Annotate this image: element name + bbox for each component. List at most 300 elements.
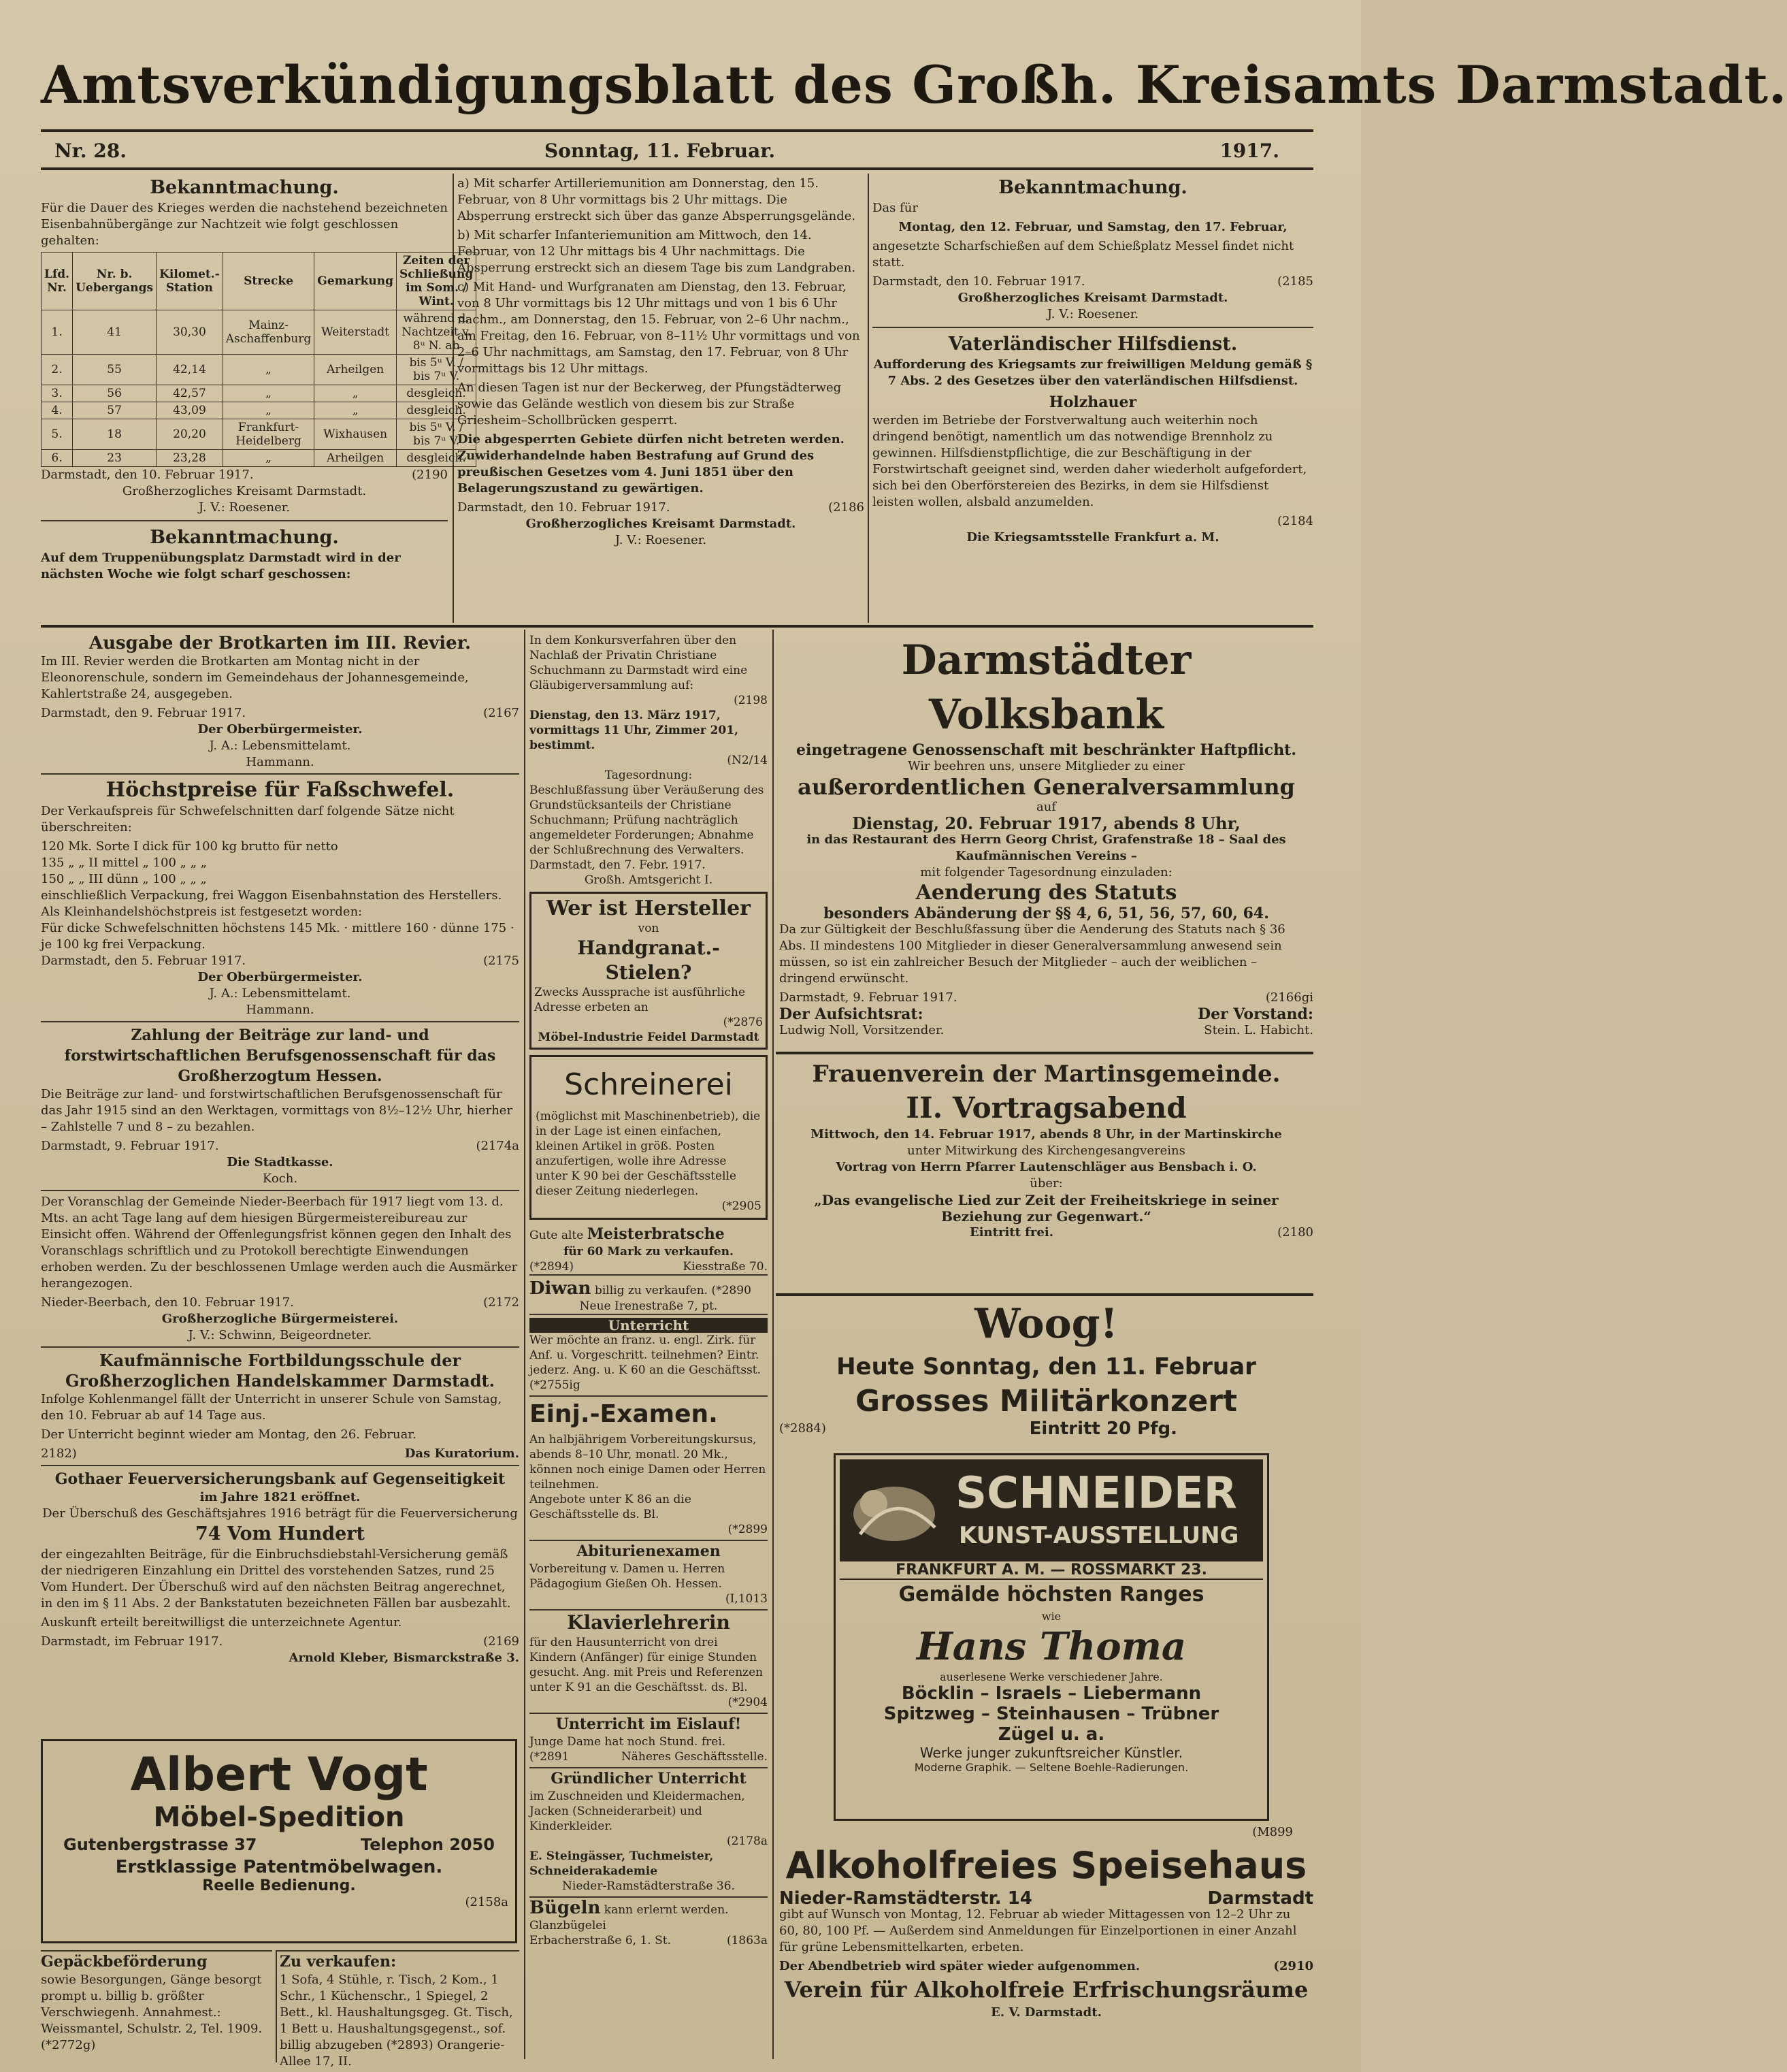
ad-unterricht xyxy=(529,1318,768,1393)
bratsche-text: für 60 Mark zu verkaufen. xyxy=(563,1245,734,1259)
schwefel-signer: J. A.: Lebensmittelamt. xyxy=(209,986,351,1001)
fortbildung-footer xyxy=(41,1446,519,1462)
schneider-banner xyxy=(840,1459,1263,1561)
volksbank-text2: mit folgender Tagesordnung einzuladen: xyxy=(920,865,1173,879)
volksbank-ref: (2166gi xyxy=(1265,990,1313,1005)
vogt-line2: Erstklassige Patentmöbelwagen. xyxy=(115,1857,443,1877)
issue-line xyxy=(54,140,1279,167)
gotha-title: Gothaer Feuerversicherungsbank auf Gegenseitigkeit xyxy=(54,1470,506,1488)
table-cell: 55 xyxy=(73,355,157,385)
issue-year: 1917. xyxy=(1219,140,1279,162)
table-header: Kilomet.-Station xyxy=(157,253,223,310)
volksbank-date2: Darmstadt, 9. Februar 1917. xyxy=(779,990,957,1005)
einj-text: An halbjährigem Vorbereitungskursus, abends 8–10 Uhr, monatl. 20 Mk., können noch einige Damen oder Herren teilnehmen. xyxy=(529,1433,766,1491)
hersteller-q: Wer ist Hersteller xyxy=(546,896,751,920)
schneider-title: SCHNEIDER xyxy=(955,1468,1237,1519)
frauenverein-entry: Eintritt frei. xyxy=(970,1225,1053,1240)
notice-signed: Großherzogliches Kreisamt Darmstadt. xyxy=(122,484,367,498)
schwefel-footer xyxy=(41,953,519,969)
voranschlag-date: Nieder-Beerbach, den 10. Februar 1917. xyxy=(41,1295,294,1310)
notice-signer: J. V.: Roesener. xyxy=(614,533,707,547)
table-cell: 57 xyxy=(73,402,157,419)
eislauf-footer xyxy=(529,1749,768,1764)
vogt-line1: Möbel-Spedition xyxy=(153,1802,405,1833)
table-header: Gemarkung xyxy=(314,253,397,310)
brot-title: Ausgabe der Brotkarten im III. Revier. xyxy=(88,633,472,653)
table-cell: bis 5ᵘ V. / bis 7ᵘ V. xyxy=(396,419,476,450)
table-cell: „ xyxy=(314,385,397,402)
konkurs-order-text: Beschlußfassung über Veräußerung des Grundstücksanteils der Christiane Schuchmann; Prüfung nachträglich angemeldeter Forderungen; Abnahme der Schlußrechnung des Verwalters. xyxy=(529,783,764,857)
vogt-ad xyxy=(41,1739,517,1943)
frauenverein-footer xyxy=(779,1225,1313,1241)
volksbank-place: in das Restaurant des Herrn Georg Christ, Grafenstraße 18 – Saal des Kaufmännischen Vereins – xyxy=(806,832,1286,863)
schneider-names2: Spitzweg – Steinhausen – Trübner xyxy=(883,1704,1219,1724)
alkohol-address: Nieder-Ramstädterstr. 14 xyxy=(779,1888,1032,1909)
abitur-text: Vorbereitung v. Damen u. Herren Pädagogium Gießen Oh. Hessen. xyxy=(529,1562,725,1591)
table-cell: desgleich. xyxy=(396,450,476,467)
fortbildung-text: Infolge Kohlenmangel fällt der Unterricht in unserer Schule von Samstag, den 10. Februar ab auf 14 Tage aus. xyxy=(41,1392,502,1423)
table-cell: 20,20 xyxy=(157,419,223,450)
brot-name: Hammann. xyxy=(246,755,314,769)
schneider-names3: Zügel u. a. xyxy=(998,1724,1105,1745)
buegeln-footer xyxy=(529,1933,768,1948)
gotha-text: der eingezahlten Beiträge, für die Einbruchsdiebstahl-Versicherung gemäß der niedrigeren Einzahlung ein Drittel des vorstehenden Satzes, rund 25 Vom Hundert. Der Überschuß wird auf den nächsten Beitrag angerechnet, in den im § 11 Abs. 2 der Bankstatuten bezeichneten Fällen bar ausbezahlt. xyxy=(41,1547,511,1610)
vogt-telephone: Telephon 2050 xyxy=(361,1835,495,1854)
vogt-line3: Reelle Bedienung. xyxy=(202,1877,356,1894)
schneider-city: FRANKFURT A. M. — ROSSMARKT 23. xyxy=(840,1561,1263,1580)
shooting-b: b) Mit scharfer Infanteriemunition am Mittwoch, den 14. Februar, von 12 Uhr mittags bis 4 Uhr nachmittags. Die Absperrung erstreckt sich an diesem Tage bis zum Landgraben. xyxy=(457,228,856,275)
notice-intro: Für die Dauer des Krieges werden die nachstehend bezeichneten Eisenbahnübergänge zur Nachtzeit wie folgt geschlossen gehalten: xyxy=(41,201,448,248)
table-cell: „ xyxy=(314,402,397,419)
frauenverein-text: unter Mitwirkung des Kirchengesangvereins xyxy=(907,1144,1185,1158)
schwefel-line: 120 Mk. Sorte I dick für 100 kg brutto für netto xyxy=(41,839,338,854)
schneider-ref: (M899 xyxy=(1252,1825,1293,1839)
table-cell: desgleich. xyxy=(396,402,476,419)
schneider-signature: Hans Thoma xyxy=(916,1624,1187,1669)
gotha-ref: (2169 xyxy=(483,1634,519,1649)
beitraege-text: Die Beiträge zur land- und forstwirtschaftlichen Berufsgenossenschaft für das Jahr 1915 sind an den Werktagen, vormittags von 8½–12½ Uhr, hierher – Zahlstelle 7 und 8 – zu bezahlen. xyxy=(41,1087,513,1134)
table-cell: 41 xyxy=(73,310,157,355)
shooting-e: Die abgesperrten Gebiete dürfen nicht betreten werden. Zuwiderhandelnde haben Bestrafung auf Grund des preußischen Gesetzes vom 4. Juni 1851 über den Belagerungszustand zu gewärtigen. xyxy=(457,432,845,496)
eislauf-title: Unterricht im Eislauf! xyxy=(555,1715,742,1733)
abitur-ref: (I,1013 xyxy=(725,1592,768,1606)
frauenverein-date: Mittwoch, den 14. Februar 1917, abends 8 Uhr, in der Martinskirche xyxy=(810,1127,1282,1142)
voranschlag-ref: (2172 xyxy=(483,1295,519,1310)
table-header: Strecke xyxy=(223,253,314,310)
table-cell: 42,14 xyxy=(157,355,223,385)
schwefel-text: Der Verkaufspreis für Schwefelschnitten darf folgende Sätze nicht überschreiten: xyxy=(41,804,455,835)
klavier-text: für den Hausunterricht von drei Kindern (Anfänger) für einige Stunden gesucht. Ang. mit Preis und Referenzen unter K 91 an die Geschäftsst. ds. Bl. xyxy=(529,1636,764,1694)
table-cell: Wixhausen xyxy=(314,419,397,450)
table-cell: 18 xyxy=(73,419,157,450)
table-cell: 2. xyxy=(42,355,73,385)
woog-date: Heute Sonntag, den 11. Februar xyxy=(836,1353,1256,1380)
schwefel-line: 135 „ „ II mittel „ 100 „ „ „ xyxy=(41,856,208,870)
gepaeck-title: Gepäckbeförderung xyxy=(41,1953,208,1971)
volksbank-sub: eingetragene Genossenschaft mit beschränkter Haftpflicht. xyxy=(796,741,1297,759)
voranschlag-signer: J. V.: Schwinn, Beigeordneter. xyxy=(188,1328,372,1342)
ad-zuschneiden xyxy=(529,1767,768,1894)
divider xyxy=(41,520,448,521)
divider xyxy=(41,1190,519,1191)
table-cell: 23,28 xyxy=(157,450,223,467)
volksbank-footer xyxy=(779,990,1313,1006)
volksbank-text3: Da zur Gültigkeit der Beschlußfassung über die Aenderung des Statuts nach § 36 Abs. II mindestens 100 Mitglieder in dieser Generalversammlung anwesend sein müssen, so ist ein zahlreicher Besuch der Mitglieder – auch der weiblichen – dringend erwünscht. xyxy=(779,922,1285,986)
schwefel-line4: Für dicke Schwefelschnitten höchstens 145 Mk. · mittlere 160 · dünne 175 · je 100 kg frei Verpackung. xyxy=(41,921,514,952)
vogt-address: Gutenbergstrasse 37 xyxy=(63,1835,257,1854)
notice-date: Darmstadt, den 10. Februar 1917. xyxy=(872,274,1085,289)
frauenverein-ad xyxy=(779,1058,1313,1290)
fortbildung-text2: Der Unterricht beginnt wieder am Montag, den 26. Februar. xyxy=(41,1427,416,1442)
crossings-table xyxy=(41,252,476,467)
gotha-big: 74 Vom Hundert xyxy=(195,1523,365,1544)
notice-title: Bekanntmachung. xyxy=(150,527,339,548)
hersteller-text: Zwecks Aussprache ist ausführliche Adresse erbeten an xyxy=(534,986,746,1014)
voranschlag-footer xyxy=(41,1295,519,1311)
konkurs-order: Tagesordnung: xyxy=(604,768,693,782)
fortbildung-ref: 2182) xyxy=(41,1446,77,1461)
notice-footer xyxy=(457,500,864,516)
table-cell: Frankfurt-Heidelberg xyxy=(223,419,314,450)
notice-text: Das für xyxy=(872,201,918,215)
woog-big: Grosses Militärkonzert xyxy=(855,1384,1238,1419)
hersteller-firm: Möbel-Industrie Feidel Darmstadt xyxy=(538,1031,759,1044)
middle-ads-column xyxy=(529,633,768,2062)
schneider-line2: Moderne Graphik. — Seltene Boehle-Radierungen. xyxy=(914,1761,1189,1774)
shooting-c: c) Mit Hand- und Wurfgranaten am Dienstag, den 13. Februar, von 8 Uhr vormittags bis 12 Uhr mittags und von 1 bis 6 Uhr nachm., am Donnerstag, den 15. Februar, von 2–6 Uhr nachm., am Freitag, den 16. Februar, von 8–11½ Uhr vormittags und von 2–6 Uhr nachmittags, am Samstag, den 17. Februar, von 8 Uhr vormittags bis 12 Uhr mittags. xyxy=(457,280,860,376)
unterricht-title: Unterricht xyxy=(529,1318,768,1333)
eislauf-ref: (*2891 xyxy=(529,1750,570,1764)
hersteller-ref: (*2876 xyxy=(723,1016,763,1029)
fortbildung-title: Kaufmännische Fortbildungsschule der Großherzoglichen Handelskammer Darmstadt. xyxy=(65,1350,495,1391)
schneider-wie: wie xyxy=(1041,1610,1062,1623)
notice-date: Darmstadt, den 10. Februar 1917. xyxy=(41,468,254,482)
ad-hersteller xyxy=(529,892,768,1050)
ad-schreinerei xyxy=(529,1055,768,1220)
konkurs-signed: Großh. Amtsgericht I. xyxy=(584,873,713,887)
notice-date: Darmstadt, den 10. Februar 1917. xyxy=(457,500,670,515)
volksbank-signers xyxy=(779,1006,1313,1022)
schwefel-signed: Der Oberbürgermeister. xyxy=(197,970,363,984)
frauenverein-title: Frauenverein der Martinsgemeinde. xyxy=(812,1061,1281,1088)
bratsche-address: Kiesstraße 70. xyxy=(683,1260,768,1274)
ad-buegeln xyxy=(529,1896,768,1948)
einj-title: Einj.-Examen. xyxy=(529,1400,718,1428)
notice-ref: (2186 xyxy=(828,500,864,515)
notice-footer xyxy=(41,467,448,483)
buegeln-title: Bügeln xyxy=(529,1898,601,1918)
notice-signer: J. V.: Roesener. xyxy=(198,500,291,515)
unterricht-text: Wer möchte an franz. u. engl. Zirk. für Anf. u. Vorgeschritt. teilnehmen? Eintr. jederz. Ang. u. K 60 an die Geschäftsst. (*2755ig xyxy=(529,1333,761,1392)
table-header: Nr. b. Uebergangs xyxy=(73,253,157,310)
volksbank-h: Aenderung des Statuts xyxy=(915,881,1177,905)
gotha-footer xyxy=(41,1634,519,1650)
einj-ref: (*2899 xyxy=(727,1523,768,1536)
schneider-sub: KUNST-AUSSTELLUNG xyxy=(959,1522,1239,1549)
table-cell: 5. xyxy=(42,419,73,450)
verkaufen-title: Zu verkaufen: xyxy=(280,1953,397,1971)
notice-text: Auf dem Truppenübungsplatz Darmstadt wird in der nächsten Woche wie folgt scharf geschossen: xyxy=(41,551,401,581)
table-cell: „ xyxy=(223,385,314,402)
beitraege-footer xyxy=(41,1138,519,1154)
konkurs-date: Dienstag, den 13. März 1917, vormittags 11 Uhr, Zimmer 201, bestimmt. xyxy=(529,709,738,752)
bratsche-pre: Gute alte xyxy=(529,1229,584,1242)
divider xyxy=(41,1021,519,1022)
schneider-h: Gemälde höchsten Ranges xyxy=(898,1583,1204,1606)
left-lower-column xyxy=(41,633,519,1736)
alkohol-ref: (2910 xyxy=(1273,1959,1313,1973)
schwefel-line2: einschließlich Verpackung, frei Waggon Eisenbahnstation des Herstellers. xyxy=(41,888,502,903)
schneider-sig-sub: auserlesene Werke verschiedener Jahre. xyxy=(940,1670,1163,1683)
frauenverein-topic: „Das evangelische Lied zur Zeit der Freiheitskriege in seiner Beziehung zur Gegenwart.“ xyxy=(814,1192,1279,1225)
schwefel-date: Darmstadt, den 5. Februar 1917. xyxy=(41,954,246,968)
eislauf-text: Junge Dame hat noch Stund. frei. xyxy=(529,1735,726,1749)
masthead-rule xyxy=(41,129,1313,132)
schwefel-title: Höchstpreise für Faßschwefel. xyxy=(105,778,455,802)
ad-verkaufen xyxy=(276,1950,519,2069)
alkohol-city: Darmstadt xyxy=(1207,1888,1313,1909)
alkohol-text2: Der Abendbetrieb wird später wieder aufgenommen. xyxy=(779,1959,1141,1973)
bratsche-ref: (*2894) xyxy=(529,1260,574,1274)
volksbank-big: außerordentlichen Generalversammlung xyxy=(798,774,1295,800)
beitraege-date: Darmstadt, 9. Februar 1917. xyxy=(41,1139,219,1153)
voranschlag-signed: Großherzogliche Bürgermeisterei. xyxy=(161,1312,399,1326)
volksbank-auf: auf xyxy=(1036,800,1056,814)
lion-emblem-icon xyxy=(847,1473,942,1548)
table-cell: Arheilgen xyxy=(314,450,397,467)
konkurs-ref1: (2198 xyxy=(734,694,768,707)
section-rule xyxy=(41,625,1313,628)
fortbildung-signed: Das Kuratorium. xyxy=(404,1446,519,1461)
notice-signed: Großherzogliches Kreisamt Darmstadt. xyxy=(525,517,796,531)
beitraege-title: Zahlung der Beiträge zur land- und forstwirtschaftlichen Berufsgenossenschaft für das Großherzogtum Hessen. xyxy=(64,1026,496,1085)
klavier-ref: (*2904 xyxy=(727,1696,768,1709)
diwan-address: Neue Irenestraße 7, pt. xyxy=(579,1299,718,1313)
section-rule xyxy=(776,1293,1313,1296)
table-cell: 42,57 xyxy=(157,385,223,402)
bratsche-title: Meisterbratsche xyxy=(587,1225,725,1243)
table-header: Lfd. Nr. xyxy=(42,253,73,310)
table-cell: 30,30 xyxy=(157,310,223,355)
frauenverein-ref: (2180 xyxy=(1277,1225,1313,1240)
woog-title: Woog! xyxy=(974,1300,1118,1348)
table-cell: 3. xyxy=(42,385,73,402)
table-cell: bis 5ᵘ V. / bis 7ᵘ V. xyxy=(396,355,476,385)
vhd-text: werden im Betriebe der Forstverwaltung auch weiterhin noch dringend benötigt, namentlich um das notwendige Brennholz zu gewinnen. Hilfsdienstpflichtige, die zur Beschäftigung in der Forstwirtschaft geeignet sind, werden daher wiederholt aufgefordert, sich bei den Oberförstereien des Bezirks, in dem sie Hilfsdienst leisten wollen, alsbald anzumelden. xyxy=(872,413,1307,509)
alkohol-footer: Verein für Alkoholfreie Erfrischungsräume xyxy=(784,1977,1309,2003)
vhd-kicker: Holzhauer xyxy=(1049,393,1137,411)
volksbank-title: Darmstädter Volksbank xyxy=(901,636,1192,739)
ad-eislauf xyxy=(529,1713,768,1764)
verkaufen-text: 1 Sofa, 4 Stühle, r. Tisch, 2 Kom., 1 Schr., 1 Küchenschr., 1 Spiegel, 2 Bett., kl. Haushaltungsgeg. Gt. Tisch, 1 Bett u. Haushaltungsgegenst., sof. billig abzugeben (*2893) Orangerie-Allee 17, II. xyxy=(280,1973,513,2069)
frauenverein-ueber: über: xyxy=(1030,1176,1063,1191)
frauenverein-vortrag: Vortrag von Herrn Pfarrer Lautenschläger aus Bensbach i. O. xyxy=(836,1160,1257,1174)
table-cell: „ xyxy=(223,402,314,419)
buegeln-address: Erbacherstraße 6, 1. St. xyxy=(529,1934,671,1947)
brot-ref: (2167 xyxy=(483,706,519,720)
volksbank-vorstand: Der Vorstand: xyxy=(1198,1005,1313,1023)
schreinerei-text: (möglichst mit Maschinenbetrieb), die in der Lage ist einen einfachen, kleinen Artikel in größ. Posten anzufertigen, wolle ihre Adresse unter K 90 bei der Geschäftsstelle dieser Zeitung niederlegen. xyxy=(536,1110,761,1198)
notice-dates: Montag, den 12. Februar, und Samstag, den 17. Februar, xyxy=(898,220,1288,234)
alkohol-ad xyxy=(779,1841,1313,2062)
schreinerei-ref: (*2905 xyxy=(721,1199,761,1213)
notice-signer: J. V.: Roesener. xyxy=(1047,307,1139,321)
divider xyxy=(872,327,1313,328)
table-cell: Mainz-Aschaffenburg xyxy=(223,310,314,355)
konkurs-text: In dem Konkursverfahren über den Nachlaß der Privatin Christiane Schuchmann zu Darmstadt wird eine Gläubigerversammlung auf: xyxy=(529,634,748,692)
divider xyxy=(41,773,519,775)
diwan-text: billig zu verkaufen. xyxy=(594,1284,708,1297)
table-cell: während d. Nachtzeit v. 8ᵘ N. ab xyxy=(396,310,476,355)
volksbank-names xyxy=(779,1022,1313,1039)
brot-text: Im III. Revier werden die Brotkarten am Montag nicht in der Eleonorenschule, sondern im Gemeindehaus der Johannesgemeinde, Kahlertstraße 24, ausgegeben. xyxy=(41,654,469,701)
hersteller-von: von xyxy=(638,922,659,935)
gotha-line: Der Überschuß des Geschäftsjahres 1916 beträgt für die Feuerversicherung xyxy=(42,1506,518,1521)
notice-shooting-continued xyxy=(457,176,864,621)
buegeln-ref: (1863a xyxy=(726,1934,768,1947)
notice-title: Bekanntmachung. xyxy=(150,177,339,198)
table-cell: 4. xyxy=(42,402,73,419)
alkohol-text2-line xyxy=(779,1958,1313,1975)
notice-title: Bekanntmachung. xyxy=(998,177,1187,198)
table-cell: Arheilgen xyxy=(314,355,397,385)
table-row xyxy=(42,385,476,402)
table-row xyxy=(42,402,476,419)
alkohol-footer-sub: E. V. Darmstadt. xyxy=(991,2005,1102,2020)
zuschneiden-name: E. Steingässer, Tuchmeister, Schneiderakademie xyxy=(529,1849,714,1878)
beitraege-signed: Die Stadtkasse. xyxy=(227,1155,333,1169)
shooting-a: a) Mit scharfer Artilleriemunition am Donnerstag, den 15. Februar, von 8 Uhr vormittags bis 2 Uhr mittags. Die Absperrung erstreckt sich über das ganze Absperrungsgelände. xyxy=(457,176,856,223)
konkurs-ref2: (N2/14 xyxy=(727,754,768,767)
hersteller-title: Handgranat.-Stielen? xyxy=(577,937,720,984)
ad-gepaeck xyxy=(41,1950,272,2062)
brot-footer xyxy=(41,705,519,722)
gotha-sub: im Jahre 1821 eröffnet. xyxy=(199,1490,361,1504)
notice-text: angesetzte Scharfschießen auf dem Schießplatz Messel findet nicht statt. xyxy=(872,239,1294,270)
klavier-title: Klavierlehrerin xyxy=(567,1611,730,1634)
table-row xyxy=(42,419,476,450)
bratsche-footer xyxy=(529,1259,768,1274)
ad-bratsche xyxy=(529,1224,768,1276)
brot-signer: J. A.: Lebensmittelamt. xyxy=(209,739,351,753)
volksbank-aufsicht: Der Aufsichtsrat: xyxy=(779,1005,923,1023)
vogt-contact xyxy=(63,1835,495,1854)
vhd-ref: (2184 xyxy=(1277,514,1313,528)
gepaeck-text: sowie Besorgungen, Gänge besorgt prompt u. billig b. größter Verschwiegenh. Annahmest.: Weissmantel, Schulstr. 2, Tel. 1909. (*2772g) xyxy=(41,1973,263,2052)
divider xyxy=(41,1465,519,1466)
woog-footer xyxy=(779,1421,1313,1437)
gotha-signed: Arnold Kleber, Bismarckstraße 3. xyxy=(289,1651,519,1665)
issue-rule xyxy=(41,167,1313,170)
schwefel-line: 150 „ „ III dünn „ 100 „ „ „ xyxy=(41,872,207,886)
gotha-date: Darmstadt, im Februar 1917. xyxy=(41,1634,223,1649)
table-cell: desgleich. xyxy=(396,385,476,402)
alkohol-address-line xyxy=(779,1890,1313,1907)
volksbank-aufsicht-name: Ludwig Noll, Vorsitzender. xyxy=(779,1023,945,1037)
schwefel-ref: (2175 xyxy=(483,954,519,968)
diwan-ref: (*2890 xyxy=(711,1284,751,1297)
zuschneiden-title: Gründlicher Unterricht xyxy=(551,1770,747,1787)
diwan-title: Diwan xyxy=(529,1278,591,1299)
schneider-line1: Werke junger zukunftsreicher Künstler. xyxy=(919,1745,1183,1761)
ad-einjaehrig xyxy=(529,1395,768,1537)
konkurs-date2: Darmstadt, den 7. Febr. 1917. xyxy=(529,858,706,872)
section-rule xyxy=(776,1052,1313,1054)
beitraege-ref: (2174a xyxy=(476,1139,519,1153)
table-cell: 23 xyxy=(73,450,157,467)
abitur-title: Abiturienexamen xyxy=(576,1542,721,1560)
alkohol-title: Alkoholfreies Speisehaus xyxy=(785,1844,1307,1887)
gotha-text2: Auskunft erteilt bereitwilligst die unterzeichnete Agentur. xyxy=(41,1615,402,1630)
volksbank-text1: Wir beehren uns, unsere Mitglieder zu einer xyxy=(908,759,1185,773)
column-rule xyxy=(868,174,869,623)
notice-footer xyxy=(872,274,1313,290)
eislauf-address: Näheres Geschäftsstelle. xyxy=(621,1750,768,1764)
masthead-title: Amtsverkündigungsblatt des Großh. Kreisamts Darmstadt. xyxy=(41,54,1787,115)
schwefel-line3: Als Kleinhandelshöchstpreis ist festgesetzt worden: xyxy=(41,905,363,919)
notice-ref: (2190 xyxy=(412,468,448,482)
zuschneiden-address: Nieder-Ramstädterstraße 36. xyxy=(562,1879,735,1893)
ad-abitur xyxy=(529,1540,768,1606)
shooting-d: An diesen Tagen ist nur der Beckerweg, der Pfungstädterweg sowie das Gelände westlich von diesem bis zur Straße Griesheim–Schollbrücken gesperrt. xyxy=(457,381,842,427)
table-cell: „ xyxy=(223,450,314,467)
issue-number: Nr. 28. xyxy=(54,140,127,162)
vogt-ref: (2158a xyxy=(465,1895,508,1909)
table-cell: 43,09 xyxy=(157,402,223,419)
column-rule xyxy=(524,630,525,2059)
table-cell: Weiterstadt xyxy=(314,310,397,355)
issue-date: Sonntag, 11. Februar. xyxy=(544,140,776,162)
table-row xyxy=(42,450,476,467)
volksbank-h2: besonders Abänderung der §§ 4, 6, 51, 56, 57, 60, 64. xyxy=(823,905,1269,922)
brot-signed: Der Oberbürgermeister. xyxy=(197,722,363,736)
ad-klavier xyxy=(529,1609,768,1710)
zuschneiden-ref: (2178a xyxy=(726,1834,768,1848)
crossings-table-body xyxy=(42,310,476,467)
volksbank-date: Dienstag, 20. Februar 1917, abends 8 Uhr, xyxy=(852,813,1241,833)
alkohol-text: gibt auf Wunsch von Montag, 12. Februar ab wieder Mittagessen von 12–2 Uhr zu 60, 80, 100 Pf. — Außerdem sind Anmeldungen für Einzelportionen in einer Anzahl für grüne Lebensmittelkarten, erbeten. xyxy=(779,1907,1297,1954)
vogt-name: Albert Vogt xyxy=(130,1748,428,1802)
table-row xyxy=(42,355,476,385)
schreinerei-title: Schreinerei xyxy=(564,1067,733,1102)
notice-railway-crossings xyxy=(41,176,474,621)
zuschneiden-text: im Zuschneiden und Kleidermachen, Jacken (Schneiderarbeit) und Kinderkleider. xyxy=(529,1790,745,1833)
vhd-sub: Aufforderung des Kriegsamts zur freiwilligen Meldung gemäß § 7 Abs. 2 des Gesetzes über den vaterländischen Hilfsdienst. xyxy=(873,357,1313,388)
table-row xyxy=(42,310,476,355)
woog-ad xyxy=(779,1297,1313,1450)
woog-ref: (*2884) xyxy=(779,1421,826,1436)
vhd-signed: Die Kriegsamtsstelle Frankfurt a. M. xyxy=(966,530,1219,545)
schwefel-name: Hammann. xyxy=(246,1003,314,1017)
ad-diwan xyxy=(529,1278,768,1315)
volksbank-ad xyxy=(779,633,1313,1041)
notice-ref: (2185 xyxy=(1277,274,1313,289)
divider xyxy=(41,1346,519,1348)
volksbank-vorstand-names: Stein. L. Habicht. xyxy=(1204,1023,1313,1037)
table-cell: 56 xyxy=(73,385,157,402)
table-cell: „ xyxy=(223,355,314,385)
column-rule xyxy=(772,630,774,2059)
woog-entry: Eintritt 20 Pfg. xyxy=(1029,1419,1177,1439)
table-cell: 1. xyxy=(42,310,73,355)
schneider-names1: Böcklin – Israels – Liebermann xyxy=(901,1683,1202,1704)
vhd-title: Vaterländischer Hilfsdienst. xyxy=(948,334,1238,355)
buegeln-text: kann erlernt werden. Glanzbügelei xyxy=(529,1903,729,1932)
schneider-ad xyxy=(834,1453,1269,1821)
brot-date: Darmstadt, den 9. Februar 1917. xyxy=(41,706,246,720)
beitraege-name: Koch. xyxy=(262,1171,298,1186)
notice-messel xyxy=(872,176,1313,621)
